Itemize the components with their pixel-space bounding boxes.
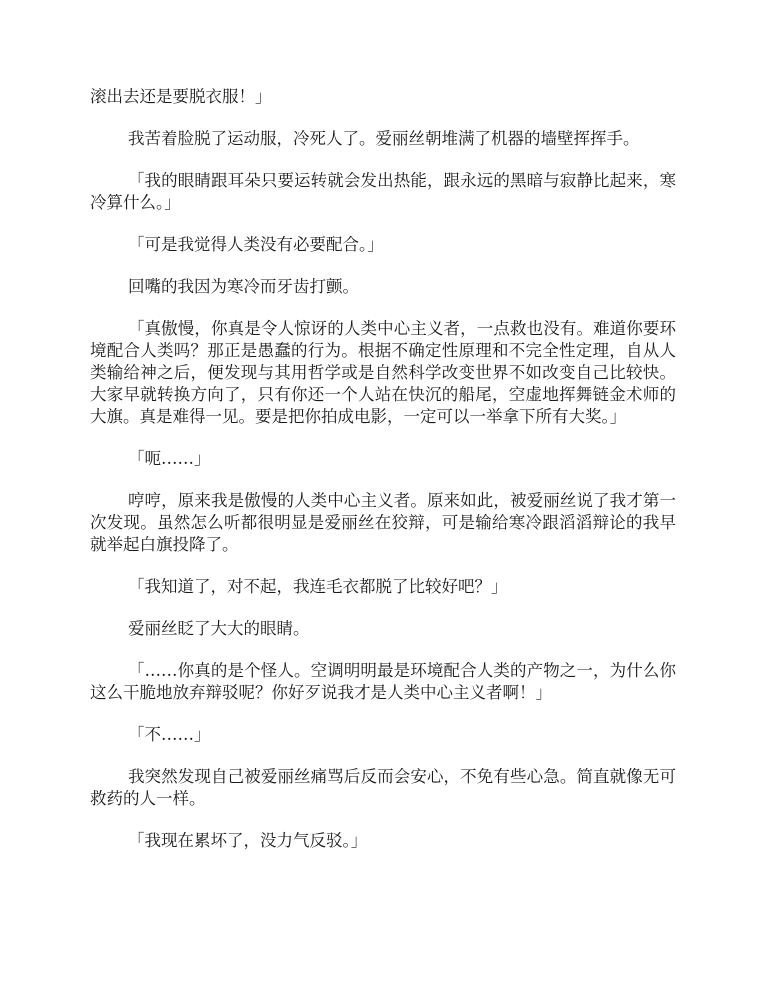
paragraph: 哼哼，原来我是傲慢的人类中心主义者。原来如此，被爱丽丝说了我才第一次发现。虽然怎么听都很明显是爱丽丝在狡辩，可是输给寒冷跟滔滔辩论的我早就举起白旗投降了。	[90, 491, 676, 554]
paragraph: 「可是我觉得人类没有必要配合。」	[127, 235, 384, 254]
paragraph: 「我知道了，对不起，我连毛衣都脱了比较好吧？」	[127, 577, 508, 596]
paragraph: 「我现在累坏了，没力气反驳。」	[127, 831, 368, 850]
paragraph: 「不……」	[127, 725, 211, 744]
paragraph: 爱丽丝眨了大大的眼睛。	[127, 619, 310, 638]
paragraph: 「我的眼睛跟耳朵只要运转就会发出热能，跟永远的黑暗与寂静比起来，寒冷算什么。」	[90, 171, 676, 212]
paragraph: 「呃……」	[127, 449, 211, 468]
paragraph: 我苦着脸脱了运动服，冷死人了。爱丽丝朝堆满了机器的墙壁挥挥手。	[127, 129, 640, 148]
paragraph: 「……你真的是个怪人。空调明明最是环境配合人类的产物之一，为什么你这么干脆地放弃辩驳呢？你好歹说我才是人类中心主义者啊！」	[90, 661, 676, 702]
paragraph: 「真傲慢，你真是令人惊讶的人类中心主义者，一点救也没有。难道你要环境配合人类吗？那正是愚蠢的行为。根据不确定性原理和不完全性定理，自从人类输给神之后，便发现与其用哲学或是自然科学改变世界不如改变自己比较快。大家早就转换方向了，只有你还一个人站在快沉的船尾，空虚地挥舞链金术师的大旗。真是难得一见。要是把你拍成电影，一定可以一举拿下所有大奖。」	[90, 319, 676, 426]
paragraph: 回嘴的我因为寒冷而牙齿打颤。	[127, 277, 359, 296]
paragraph: 滚出去还是要脱衣服！」	[90, 87, 272, 106]
page-body	[90, 86, 676, 872]
paragraph: 我突然发现自己被爱丽丝痛骂后反而会安心，不免有些心急。简直就像无可救药的人一样。	[90, 767, 676, 808]
